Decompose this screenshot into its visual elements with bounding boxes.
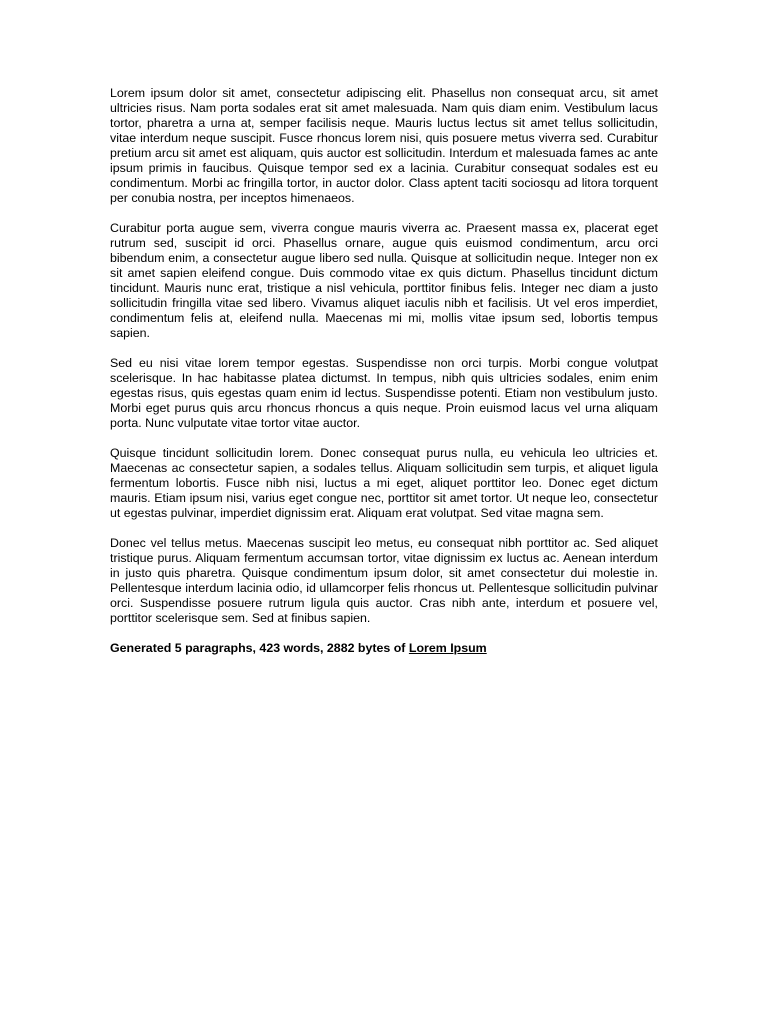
paragraph-2: Curabitur porta augue sem, viverra congue mauris viverra ac. Praesent massa ex, placerat eget rutrum sed, suscipit id orci. Phasellus ornare, augue quis euismod condimentum, arcu orci bibendum enim, a consectetur augue libero sed nulla. Quisque at sollicitudin neque. Integer non ex sit amet sapien eleifend congue. Duis commodo vitae ex quis dictum. Phasellus tincidunt dictum tincidunt. Mauris nunc erat, tristique a nisl vehicula, porttitor finibus felis. Integer nec diam a justo sollicitudin fringilla vitae sed libero. Vivamus aliquet iaculis nibh et facilisis. Ut vel eros imperdiet, condimentum felis at, eleifend nulla. Maecenas mi mi, mollis vitae ipsum sed, lobortis tempus sapien. [110, 221, 658, 340]
paragraph-5: Donec vel tellus metus. Maecenas suscipit leo metus, eu consequat nibh porttitor ac. Sed aliquet tristique purus. Aliquam fermentum accumsan tortor, vitae dignissim ex luctus ac. Aenean interdum in justo quis pharetra. Quisque condimentum ipsum dolor, sit amet consectetur dui molestie in. Pellentesque interdum lacinia odio, id ullamcorper felis rhoncus ut. Pellentesque sollicitudin pulvinar orci. Suspendisse posuere rutrum ligula quis auctor. Cras nibh ante, interdum et posuere vel, porttitor scelerisque sem. Sed at finibus sapien. [110, 536, 658, 625]
paragraph-1: Lorem ipsum dolor sit amet, consectetur adipiscing elit. Phasellus non consequat arcu, sit amet ultricies risus. Nam porta sodales erat sit amet malesuada. Nam quis diam enim. Vestibulum lacus tortor, pharetra a urna at, semper facilisis neque. Mauris luctus lectus sit amet tellus sollicitudin, vitae interdum neque suscipit. Fusce rhoncus lorem nisi, quis posuere metus viverra sed. Curabitur pretium arcu sit amet est aliquam, quis auctor est sollicitudin. Interdum et malesuada fames ac ante ipsum primis in faucibus. Quisque tempor sed ex a lacinia. Curabitur consequat sodales est eu condimentum. Morbi ac fringilla tortor, in auctor dolor. Class aptent taciti sociosqu ad litora torquent per conubia nostra, per inceptos himenaeos. [110, 86, 658, 205]
lorem-ipsum-link[interactable]: Lorem Ipsum [408, 641, 487, 655]
paragraph-4: Quisque tincidunt sollicitudin lorem. Donec consequat purus nulla, eu vehicula leo ultricies et. Maecenas ac consectetur sapien, a sodales tellus. Aliquam sollicitudin sem turpis, et aliquet ligula fermentum lobortis. Fusce nibh nisi, luctus a mi eget, aliquet porttitor leo. Donec eget dictum mauris. Etiam ipsum nisi, varius eget congue nec, porttitor sit amet tortor. Ut neque leo, consectetur ut egestas pulvinar, imperdiet dignissim erat. Aliquam erat volutpat. Sed vitae magna sem. [110, 446, 658, 520]
generation-summary [110, 641, 658, 656]
summary-text: Generated 5 paragraphs, 423 words, 2882 bytes of [110, 641, 409, 655]
document-body [110, 86, 658, 656]
paragraph-3: Sed eu nisi vitae lorem tempor egestas. Suspendisse non orci turpis. Morbi congue volutpat scelerisque. In hac habitasse platea dictumst. In tempus, nibh quis ultricies sodales, enim enim egestas risus, quis egestas quam enim id lectus. Suspendisse potenti. Etiam non vestibulum justo. Morbi eget purus quis arcu rhoncus rhoncus a quis neque. Proin euismod lacus vel urna aliquam porta. Nunc vulputate vitae tortor vitae auctor. [110, 356, 658, 430]
